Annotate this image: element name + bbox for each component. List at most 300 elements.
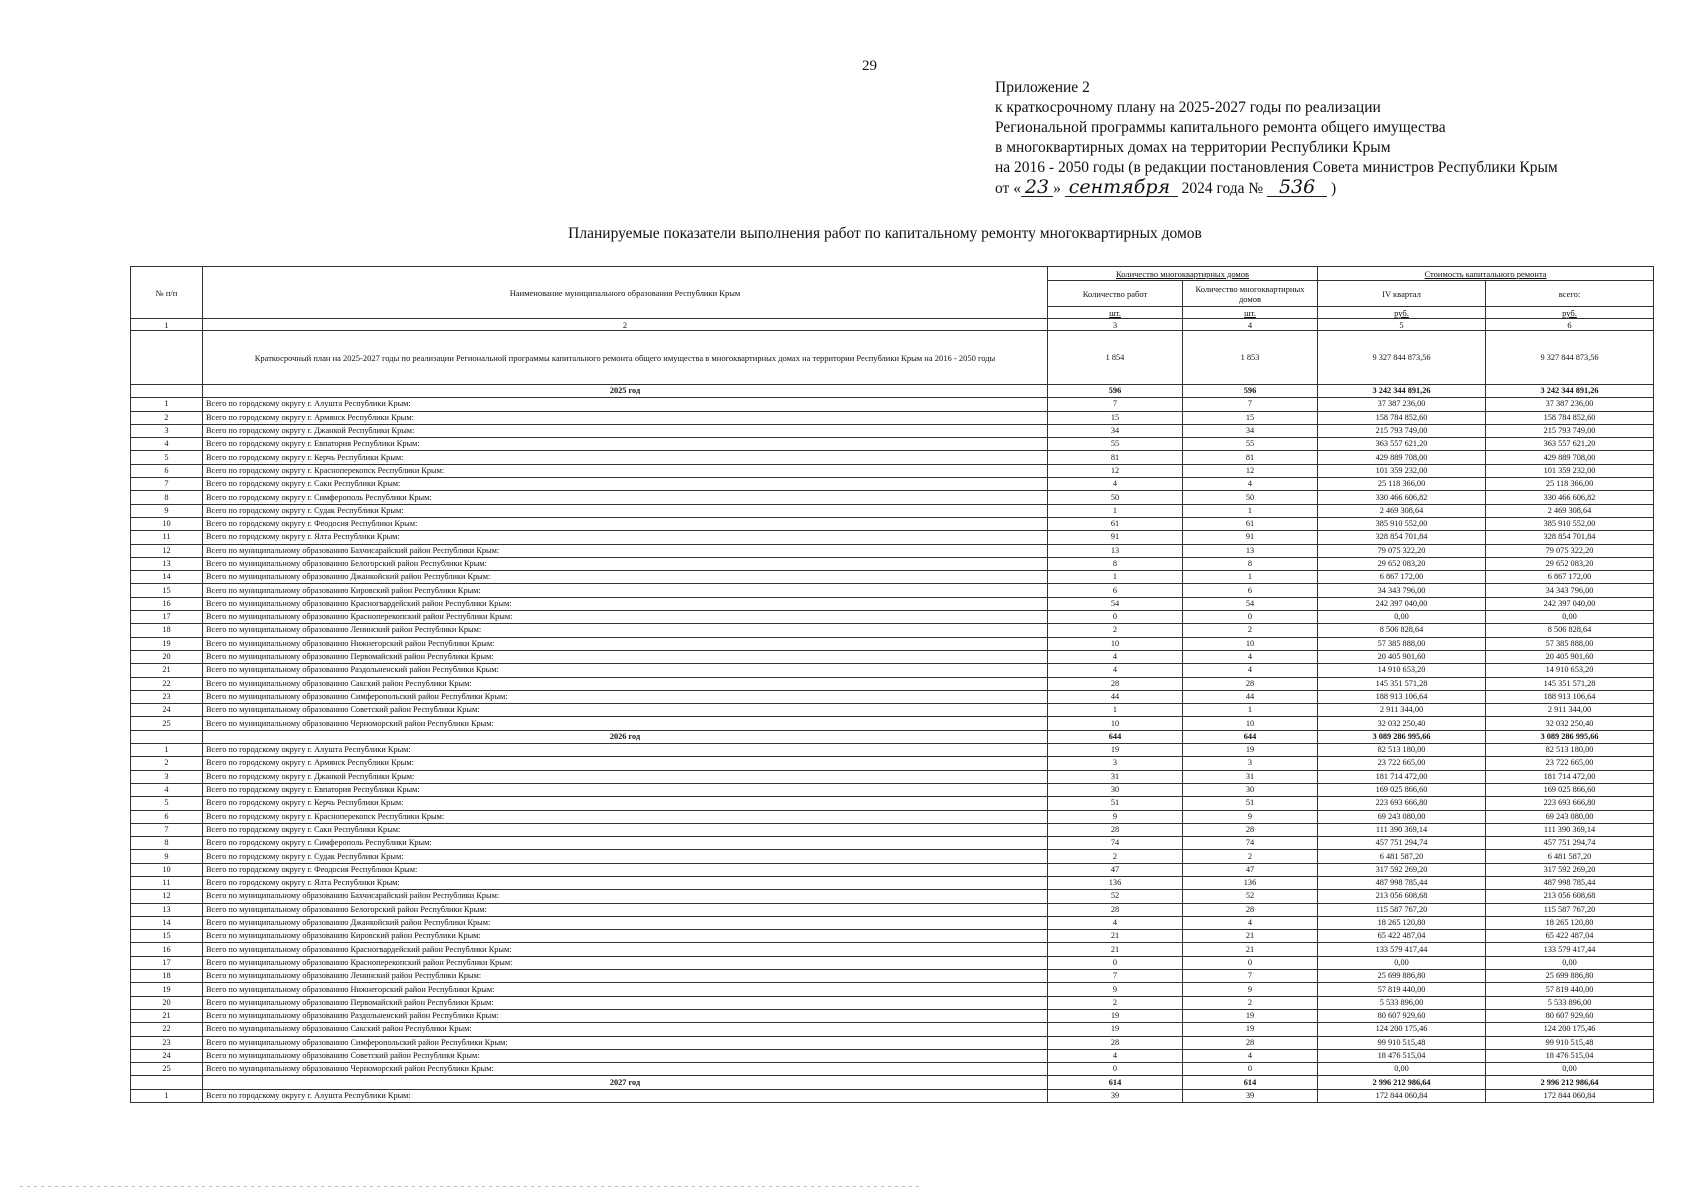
row-name: Всего по городскому округу г. Судак Республики Крым:: [203, 850, 1048, 863]
section-num-cell: [131, 1076, 203, 1089]
row-num: 3: [131, 424, 203, 437]
row-num: 9: [131, 850, 203, 863]
row-houses: 47: [1183, 863, 1318, 876]
row-works: 44: [1048, 690, 1183, 703]
row-total: 328 854 701,84: [1486, 531, 1654, 544]
row-houses: 44: [1183, 690, 1318, 703]
row-num: 18: [131, 624, 203, 637]
row-q4: 99 910 515,48: [1318, 1036, 1486, 1049]
row-name: Всего по городскому округу г. Саки Республики Крым:: [203, 478, 1048, 491]
row-name: Всего по городскому округу г. Ялта Республики Крым:: [203, 531, 1048, 544]
row-houses: 0: [1183, 611, 1318, 624]
table-row: [131, 1036, 1654, 1049]
row-houses: 39: [1183, 1089, 1318, 1102]
row-q4: 115 587 767,20: [1318, 903, 1486, 916]
row-num: 6: [131, 464, 203, 477]
row-num: 17: [131, 956, 203, 969]
row-num: 16: [131, 597, 203, 610]
row-name: Всего по муниципальному образованию Джанкойский район Республики Крым:: [203, 916, 1048, 929]
table-row: [131, 544, 1654, 557]
row-works: 47: [1048, 863, 1183, 876]
row-houses: 55: [1183, 438, 1318, 451]
row-q4: 65 422 487,04: [1318, 930, 1486, 943]
row-houses: 136: [1183, 876, 1318, 889]
row-q4: 133 579 417,44: [1318, 943, 1486, 956]
row-works: 19: [1048, 744, 1183, 757]
row-num: 22: [131, 1023, 203, 1036]
table-row: [131, 1023, 1654, 1036]
year-section-row: [131, 1076, 1654, 1089]
section-num-cell: [131, 730, 203, 743]
table-row: [131, 690, 1654, 703]
row-q4: 18 476 515,04: [1318, 1049, 1486, 1062]
row-works: 54: [1048, 597, 1183, 610]
row-works: 28: [1048, 1036, 1183, 1049]
table-row: [131, 916, 1654, 929]
row-q4: 29 652 083,20: [1318, 557, 1486, 570]
row-total: 20 405 901,60: [1486, 650, 1654, 663]
row-num: 4: [131, 783, 203, 796]
handwritten-day: 23: [1021, 178, 1053, 197]
row-num: 17: [131, 611, 203, 624]
row-q4: 188 913 106,64: [1318, 690, 1486, 703]
row-works: 61: [1048, 517, 1183, 530]
header-num: № п/п: [131, 267, 203, 319]
row-works: 34: [1048, 424, 1183, 437]
row-q4: 111 390 369,14: [1318, 823, 1486, 836]
table-row: [131, 783, 1654, 796]
table-row: [131, 584, 1654, 597]
row-q4: 317 592 269,20: [1318, 863, 1486, 876]
row-works: 74: [1048, 837, 1183, 850]
row-name: Всего по муниципальному образованию Кировский район Республики Крым:: [203, 930, 1048, 943]
row-q4: 32 032 250,40: [1318, 717, 1486, 730]
row-q4: 0,00: [1318, 611, 1486, 624]
row-total: 330 466 606,82: [1486, 491, 1654, 504]
row-houses: 7: [1183, 398, 1318, 411]
table-row: [131, 1063, 1654, 1076]
table-row: [131, 757, 1654, 770]
row-works: 4: [1048, 1049, 1183, 1062]
row-works: 7: [1048, 398, 1183, 411]
table-row: [131, 504, 1654, 517]
section-total: 2 996 212 986,64: [1486, 1076, 1654, 1089]
row-works: 91: [1048, 531, 1183, 544]
row-q4: 172 844 060,84: [1318, 1089, 1486, 1102]
row-total: 18 476 515,04: [1486, 1049, 1654, 1062]
row-total: 99 910 515,48: [1486, 1036, 1654, 1049]
row-houses: 9: [1183, 983, 1318, 996]
row-q4: 385 910 552,00: [1318, 517, 1486, 530]
section-q4: 2 996 212 986,64: [1318, 1076, 1486, 1089]
row-num: 5: [131, 797, 203, 810]
row-works: 7: [1048, 970, 1183, 983]
row-name: Всего по муниципальному образованию Черноморский район Республики Крым:: [203, 717, 1048, 730]
header-unit-houses: шт.: [1183, 307, 1318, 319]
row-q4: 330 466 606,82: [1318, 491, 1486, 504]
table-row: [131, 717, 1654, 730]
row-houses: 4: [1183, 916, 1318, 929]
row-q4: 2 911 344,00: [1318, 704, 1486, 717]
section-houses: 614: [1183, 1076, 1318, 1089]
section-total: 3 089 286 995,66: [1486, 730, 1654, 743]
row-works: 8: [1048, 557, 1183, 570]
row-works: 1: [1048, 571, 1183, 584]
row-num: 22: [131, 677, 203, 690]
row-houses: 19: [1183, 1023, 1318, 1036]
row-total: 6 481 587,20: [1486, 850, 1654, 863]
row-num: 20: [131, 650, 203, 663]
row-num: 8: [131, 837, 203, 850]
row-num: 2: [131, 411, 203, 424]
appendix-line: в многоквартирных домах на территории Республики Крым: [995, 139, 1391, 156]
row-name: Всего по городскому округу г. Алушта Республики Крым:: [203, 744, 1048, 757]
column-number: 4: [1183, 319, 1318, 331]
row-houses: 4: [1183, 478, 1318, 491]
row-name: Всего по муниципальному образованию Белогорский район Республики Крым:: [203, 903, 1048, 916]
row-num: 8: [131, 491, 203, 504]
row-works: 28: [1048, 823, 1183, 836]
row-houses: 28: [1183, 677, 1318, 690]
row-works: 4: [1048, 478, 1183, 491]
header-name: Наименование муниципального образования Республики Крым: [203, 267, 1048, 319]
row-name: Всего по городскому округу г. Алушта Республики Крым:: [203, 1089, 1048, 1102]
table-row: [131, 571, 1654, 584]
row-q4: 25 699 886,80: [1318, 970, 1486, 983]
row-houses: 4: [1183, 650, 1318, 663]
row-works: 0: [1048, 956, 1183, 969]
appendix-line: Региональной программы капитального ремонта общего имущества: [995, 119, 1446, 136]
row-total: 14 910 653,20: [1486, 664, 1654, 677]
row-works: 4: [1048, 650, 1183, 663]
row-num: 16: [131, 943, 203, 956]
row-q4: 429 889 708,00: [1318, 451, 1486, 464]
row-q4: 8 506 828,64: [1318, 624, 1486, 637]
row-name: Всего по муниципальному образованию Красноперекопский район Республики Крым:: [203, 956, 1048, 969]
row-houses: 1: [1183, 571, 1318, 584]
section-q4: 3 242 344 891,26: [1318, 385, 1486, 398]
row-q4: 101 359 232,00: [1318, 464, 1486, 477]
row-houses: 28: [1183, 903, 1318, 916]
summary-total: 9 327 844 873,56: [1486, 331, 1654, 385]
table-row: [131, 664, 1654, 677]
header-total: всего:: [1486, 281, 1654, 307]
table-row: [131, 411, 1654, 424]
table-row: [131, 956, 1654, 969]
row-name: Всего по городскому округу г. Феодосия Республики Крым:: [203, 517, 1048, 530]
row-total: 37 387 236,00: [1486, 398, 1654, 411]
row-total: 0,00: [1486, 956, 1654, 969]
row-q4: 14 910 653,20: [1318, 664, 1486, 677]
row-q4: 215 793 749,00: [1318, 424, 1486, 437]
row-name: Всего по городскому округу г. Армянск Республики Крым:: [203, 411, 1048, 424]
row-total: 101 359 232,00: [1486, 464, 1654, 477]
row-name: Всего по муниципальному образованию Красноперекопский район Республики Крым:: [203, 611, 1048, 624]
table-row: [131, 704, 1654, 717]
row-houses: 21: [1183, 930, 1318, 943]
row-num: 4: [131, 438, 203, 451]
row-name: Всего по муниципальному образованию Черноморский район Республики Крым:: [203, 1063, 1048, 1076]
appendix-line: на 2016 - 2050 годы (в редакции постановления Совета министров Республики Крым: [995, 159, 1558, 176]
row-name: Всего по городскому округу г. Ялта Республики Крым:: [203, 876, 1048, 889]
table-row: [131, 611, 1654, 624]
row-num: 21: [131, 664, 203, 677]
row-name: Всего по муниципальному образованию Джанкойский район Республики Крым:: [203, 571, 1048, 584]
row-total: 115 587 767,20: [1486, 903, 1654, 916]
row-name: Всего по городскому округу г. Симферополь Республики Крым:: [203, 837, 1048, 850]
row-name: Всего по городскому округу г. Евпатория Республики Крым:: [203, 438, 1048, 451]
row-houses: 28: [1183, 1036, 1318, 1049]
row-total: 82 513 180,00: [1486, 744, 1654, 757]
row-works: 21: [1048, 943, 1183, 956]
row-num: 13: [131, 557, 203, 570]
row-houses: 12: [1183, 464, 1318, 477]
row-num: 21: [131, 1009, 203, 1022]
row-q4: 18 265 120,80: [1318, 916, 1486, 929]
table-row: [131, 624, 1654, 637]
row-works: 39: [1048, 1089, 1183, 1102]
row-name: Всего по муниципальному образованию Ленинский район Республики Крым:: [203, 970, 1048, 983]
row-total: 145 351 571,28: [1486, 677, 1654, 690]
table-row: [131, 1049, 1654, 1062]
row-num: 15: [131, 584, 203, 597]
row-name: Всего по городскому округу г. Армянск Республики Крым:: [203, 757, 1048, 770]
summary-num: [131, 331, 203, 385]
row-works: 3: [1048, 757, 1183, 770]
plan-table: [130, 266, 1654, 1103]
section-works: 614: [1048, 1076, 1183, 1089]
row-houses: 8: [1183, 557, 1318, 570]
row-works: 1: [1048, 704, 1183, 717]
table-row: [131, 677, 1654, 690]
row-num: 1: [131, 398, 203, 411]
row-num: 18: [131, 970, 203, 983]
row-houses: 0: [1183, 1063, 1318, 1076]
table-row: [131, 557, 1654, 570]
section-total: 3 242 344 891,26: [1486, 385, 1654, 398]
table-row: [131, 438, 1654, 451]
row-works: 19: [1048, 1009, 1183, 1022]
row-houses: 52: [1183, 890, 1318, 903]
table-row: [131, 1089, 1654, 1102]
row-houses: 1: [1183, 504, 1318, 517]
row-num: 15: [131, 930, 203, 943]
row-name: Всего по муниципальному образованию Нижнегорский район Республики Крым:: [203, 983, 1048, 996]
date-year: 2024 года №: [1181, 180, 1264, 197]
row-works: 50: [1048, 491, 1183, 504]
table-row: [131, 823, 1654, 836]
row-num: 13: [131, 903, 203, 916]
row-name: Всего по муниципальному образованию Первомайский район Республики Крым:: [203, 996, 1048, 1009]
row-num: 10: [131, 517, 203, 530]
row-total: 158 784 852,60: [1486, 411, 1654, 424]
row-total: 25 118 366,00: [1486, 478, 1654, 491]
row-works: 19: [1048, 1023, 1183, 1036]
row-houses: 74: [1183, 837, 1318, 850]
row-q4: 57 819 440,00: [1318, 983, 1486, 996]
row-num: 9: [131, 504, 203, 517]
row-name: Всего по муниципальному образованию Раздольненский район Республики Крым:: [203, 664, 1048, 677]
row-num: 14: [131, 571, 203, 584]
row-total: 172 844 060,84: [1486, 1089, 1654, 1102]
row-total: 25 699 886,80: [1486, 970, 1654, 983]
row-houses: 7: [1183, 970, 1318, 983]
row-num: 24: [131, 1049, 203, 1062]
row-num: 20: [131, 996, 203, 1009]
row-name: Всего по муниципальному образованию Кировский район Республики Крым:: [203, 584, 1048, 597]
table-row: [131, 930, 1654, 943]
row-name: Всего по муниципальному образованию Советский район Республики Крым:: [203, 1049, 1048, 1062]
table-row: [131, 863, 1654, 876]
row-houses: 19: [1183, 744, 1318, 757]
row-num: 2: [131, 757, 203, 770]
row-works: 9: [1048, 983, 1183, 996]
row-num: 25: [131, 717, 203, 730]
row-num: 11: [131, 876, 203, 889]
row-houses: 91: [1183, 531, 1318, 544]
section-num-cell: [131, 385, 203, 398]
section-year: 2026 год: [203, 730, 1048, 743]
row-q4: 2 469 308,64: [1318, 504, 1486, 517]
section-q4: 3 089 286 995,66: [1318, 730, 1486, 743]
row-works: 10: [1048, 637, 1183, 650]
header-works: Количество работ: [1048, 281, 1183, 307]
row-name: Всего по городскому округу г. Симферополь Республики Крым:: [203, 491, 1048, 504]
row-total: 213 056 608,68: [1486, 890, 1654, 903]
row-num: 1: [131, 744, 203, 757]
column-number: 2: [203, 319, 1048, 331]
row-num: 23: [131, 1036, 203, 1049]
row-total: 2 469 308,64: [1486, 504, 1654, 517]
row-works: 28: [1048, 677, 1183, 690]
summary-works: 1 854: [1048, 331, 1183, 385]
row-name: Всего по муниципальному образованию Советский район Республики Крым:: [203, 704, 1048, 717]
row-works: 2: [1048, 996, 1183, 1009]
row-works: 2: [1048, 850, 1183, 863]
row-q4: 80 607 929,60: [1318, 1009, 1486, 1022]
row-name: Всего по муниципальному образованию Симферопольский район Республики Крым:: [203, 690, 1048, 703]
row-total: 317 592 269,20: [1486, 863, 1654, 876]
section-works: 596: [1048, 385, 1183, 398]
row-name: Всего по городскому округу г. Красноперекопск Республики Крым:: [203, 810, 1048, 823]
row-works: 0: [1048, 611, 1183, 624]
row-total: 457 751 294,74: [1486, 837, 1654, 850]
header-group-count: Количество многоквартирных домов: [1048, 267, 1318, 281]
row-total: 32 032 250,40: [1486, 717, 1654, 730]
table-row: [131, 464, 1654, 477]
row-num: 19: [131, 983, 203, 996]
row-q4: 242 397 040,00: [1318, 597, 1486, 610]
handwritten-month: сентября: [1065, 178, 1178, 197]
row-name: Всего по муниципальному образованию Нижнегорский район Республики Крым:: [203, 637, 1048, 650]
table-row: [131, 876, 1654, 889]
row-houses: 15: [1183, 411, 1318, 424]
appendix-line: к краткосрочному плану на 2025-2027 годы по реализации: [995, 99, 1381, 116]
appendix-header: [995, 78, 1685, 199]
table-row: [131, 398, 1654, 411]
row-q4: 57 385 888,00: [1318, 637, 1486, 650]
row-num: 3: [131, 770, 203, 783]
row-num: 7: [131, 478, 203, 491]
row-num: 14: [131, 916, 203, 929]
row-name: Всего по городскому округу г. Алушта Республики Крым:: [203, 398, 1048, 411]
row-q4: 169 025 866,60: [1318, 783, 1486, 796]
table-row: [131, 637, 1654, 650]
date-prefix: от «: [995, 180, 1021, 197]
row-name: Всего по муниципальному образованию Ленинский район Республики Крым:: [203, 624, 1048, 637]
row-houses: 21: [1183, 943, 1318, 956]
header-unit-q4: руб.: [1318, 307, 1486, 319]
row-name: Всего по муниципальному образованию Белогорский район Республики Крым:: [203, 557, 1048, 570]
row-houses: 9: [1183, 810, 1318, 823]
row-q4: 37 387 236,00: [1318, 398, 1486, 411]
table-row: [131, 478, 1654, 491]
row-total: 133 579 417,44: [1486, 943, 1654, 956]
header-houses: Количество многоквартирных домов: [1183, 281, 1318, 307]
row-num: 12: [131, 544, 203, 557]
row-works: 52: [1048, 890, 1183, 903]
row-num: 19: [131, 637, 203, 650]
date-mid: »: [1053, 180, 1061, 197]
row-works: 10: [1048, 717, 1183, 730]
column-number: 3: [1048, 319, 1183, 331]
row-works: 4: [1048, 664, 1183, 677]
row-name: Всего по муниципальному образованию Красногвардейский район Республики Крым:: [203, 943, 1048, 956]
row-total: 57 819 440,00: [1486, 983, 1654, 996]
row-name: Всего по городскому округу г. Судак Республики Крым:: [203, 504, 1048, 517]
row-total: 65 422 487,04: [1486, 930, 1654, 943]
table-row: [131, 1009, 1654, 1022]
row-q4: 0,00: [1318, 1063, 1486, 1076]
column-number: 1: [131, 319, 203, 331]
row-houses: 54: [1183, 597, 1318, 610]
row-houses: 81: [1183, 451, 1318, 464]
row-works: 55: [1048, 438, 1183, 451]
table-row: [131, 451, 1654, 464]
row-name: Всего по муниципальному образованию Бахчисарайский район Республики Крым:: [203, 890, 1048, 903]
row-total: 242 397 040,00: [1486, 597, 1654, 610]
row-total: 57 385 888,00: [1486, 637, 1654, 650]
row-houses: 51: [1183, 797, 1318, 810]
row-name: Всего по муниципальному образованию Раздольненский район Республики Крым:: [203, 1009, 1048, 1022]
row-works: 4: [1048, 916, 1183, 929]
row-houses: 4: [1183, 1049, 1318, 1062]
row-name: Всего по муниципальному образованию Первомайский район Республики Крым:: [203, 650, 1048, 663]
row-houses: 2: [1183, 850, 1318, 863]
row-works: 28: [1048, 903, 1183, 916]
row-houses: 10: [1183, 717, 1318, 730]
row-q4: 213 056 608,68: [1318, 890, 1486, 903]
row-total: 34 343 796,00: [1486, 584, 1654, 597]
row-works: 51: [1048, 797, 1183, 810]
scan-artifact: [20, 1186, 920, 1187]
row-total: 215 793 749,00: [1486, 424, 1654, 437]
row-name: Всего по муниципальному образованию Сакский район Республики Крым:: [203, 1023, 1048, 1036]
row-total: 6 867 172,00: [1486, 571, 1654, 584]
table-row: [131, 517, 1654, 530]
appendix-date-line: [995, 178, 1685, 199]
row-name: Всего по муниципальному образованию Красногвардейский район Республики Крым:: [203, 597, 1048, 610]
table-row: [131, 770, 1654, 783]
summary-title: Краткосрочный план на 2025-2027 годы по реализации Региональной программы капитального ремонта общего имущества в многоквартирных домах на территории Республики Крым на 2016 - 2050 годы: [203, 331, 1048, 385]
table-row: [131, 996, 1654, 1009]
row-q4: 158 784 852,60: [1318, 411, 1486, 424]
row-works: 6: [1048, 584, 1183, 597]
summary-row: [131, 331, 1654, 385]
row-total: 5 533 896,00: [1486, 996, 1654, 1009]
row-num: 24: [131, 704, 203, 717]
row-works: 13: [1048, 544, 1183, 557]
